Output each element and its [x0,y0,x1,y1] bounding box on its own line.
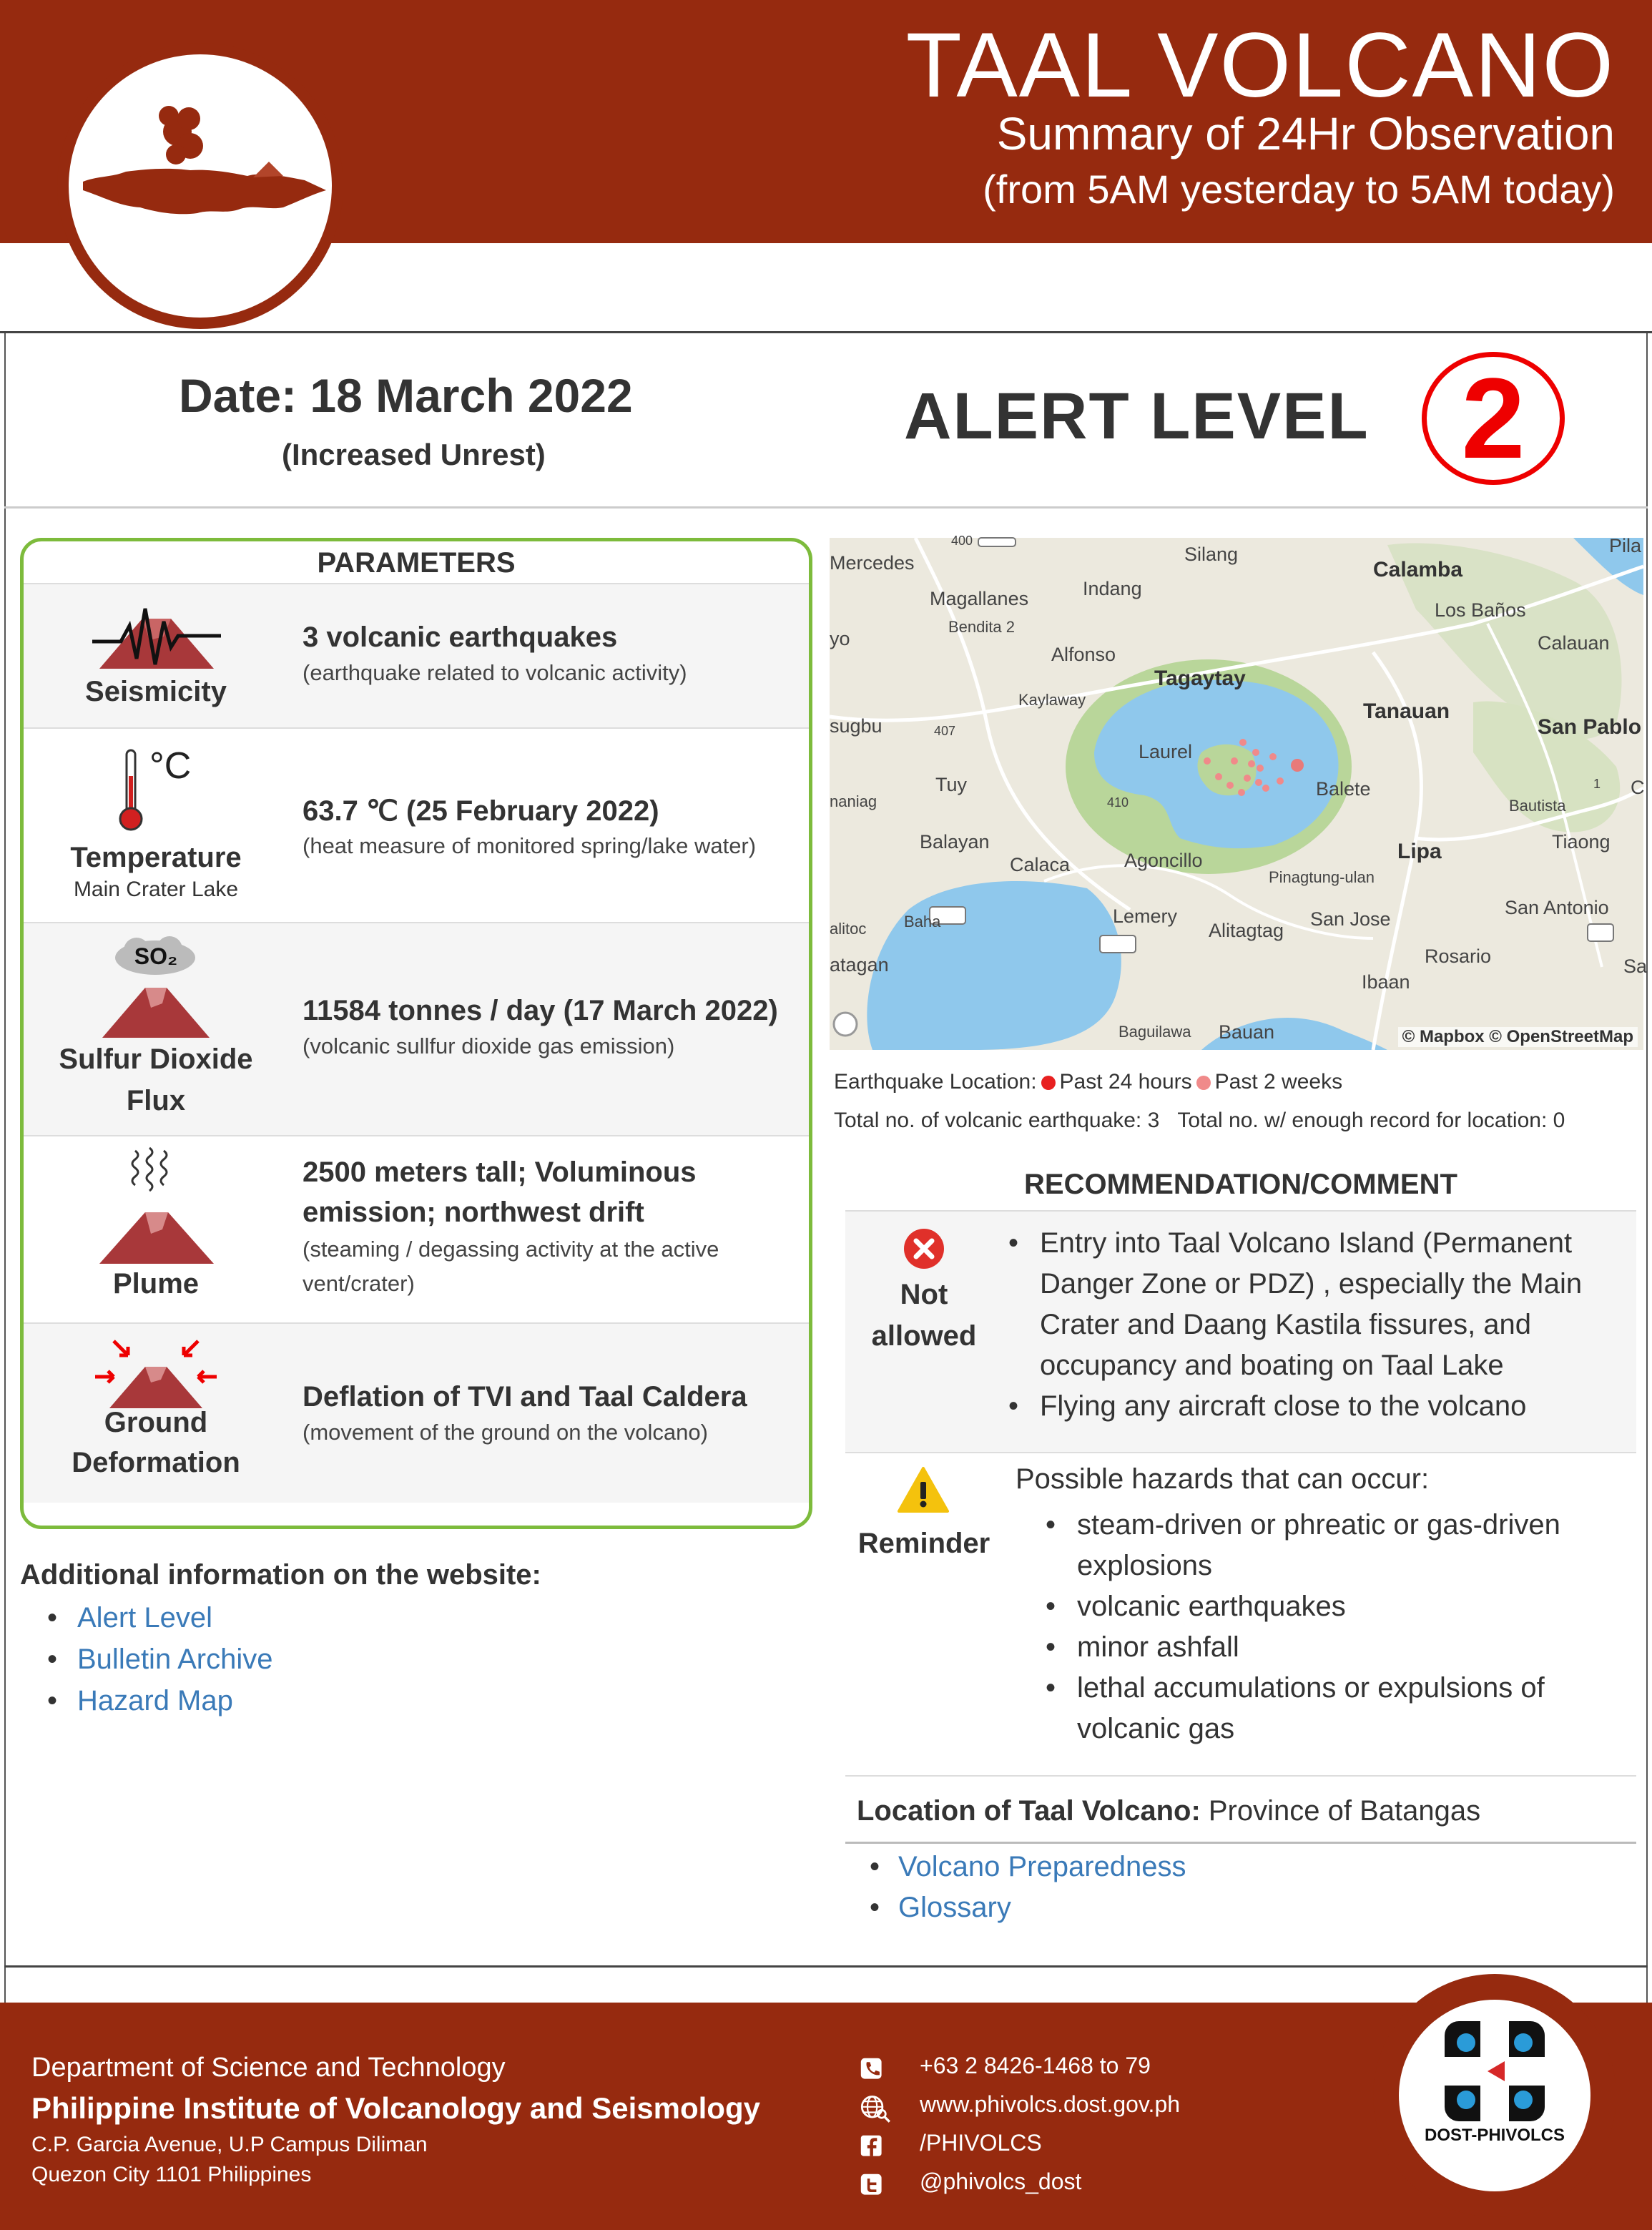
not-allowed-item [1008,1223,1582,1386]
hazard-item-line: minor ashfall [1077,1631,1239,1663]
seismicity-icon [92,597,221,676]
link-hazard-map[interactable]: • Hazard Map [47,1685,272,1726]
map-label-indang: Indang [1083,578,1142,599]
map-label-sugbu: sugbu [830,715,882,737]
pink-dot-icon [1196,1076,1211,1090]
volcano-island-icon [69,54,332,318]
map-label-calamba: Calamba [1373,558,1463,581]
map-label-alitoc: alitoc [830,920,867,938]
website-url: www.phivolcs.dost.gov.ph [920,2091,1181,2117]
legend-past24: Past 24 hours [1059,1070,1192,1094]
param-row-seismicity [24,584,809,729]
link-volcano-preparedness[interactable]: • Volcano Preparedness [870,1847,1186,1887]
earthquake-legend [834,1070,1342,1094]
reminder-section [845,1452,1636,1775]
map-label-alfonso: Alfonso [1051,644,1116,665]
reminder-label: Reminder [857,1528,990,1559]
map-label-baha: Baha [904,913,941,930]
map-label-pinagtung-ulan: Pinagtung-ulan [1269,868,1375,886]
earthquake-totals [834,1109,1565,1133]
map-label-balayan: Balayan [920,831,990,853]
volcano-logo [69,54,332,318]
page-title: TAAL VOLCANO [905,14,1615,117]
map-label-tiaong: Tiaong [1552,831,1611,853]
hazard-item-line: volcanic gas [1077,1713,1235,1744]
link-glossary[interactable]: • Glossary [870,1887,1186,1928]
map-label-naniag: naniag [830,792,877,810]
link-alert-level[interactable]: • Alert Level [47,1602,272,1644]
not-allowed-section [845,1210,1636,1452]
not-allowed-line1: Not [900,1279,948,1310]
temperature-label: Temperature [70,842,242,873]
reminder-intro: Possible hazards that can occur: [1016,1463,1430,1495]
hazard-item-line: volcanic earthquakes [1077,1591,1346,1622]
map-label-ibaan: Ibaan [1362,971,1410,993]
map-label-atagan: atagan [830,954,889,976]
additional-info-heading: Additional information on the website: [20,1559,541,1591]
not-allowed-list [1008,1223,1582,1427]
facebook-icon [860,2134,885,2160]
footer-department: Department of Science and Technology [31,2053,506,2083]
map-label-magallanes: Magallanes [930,588,1029,609]
so2-value: 11584 tonnes / day (17 March 2022) [303,995,778,1026]
map-label-sa: Sa [1623,956,1648,977]
legend-prefix: Earthquake Location: [834,1070,1037,1094]
map-label-c: C [1631,777,1645,798]
map-label-san-jose: San Jose [1310,908,1391,930]
thermometer-icon [117,747,145,833]
param-row-temperature [24,729,809,923]
map-label-lemery: Lemery [1113,905,1178,927]
param-row-plume [24,1136,809,1324]
hazard-item [1046,1668,1560,1749]
not-allowed-item-line: Entry into Taal Volcano Island (Permanent [1040,1227,1573,1259]
x-circle-icon [903,1227,945,1270]
map-label-bautista: Bautista [1509,797,1566,815]
hazard-item [1046,1586,1560,1627]
dost-phivolcs-logo [1399,2000,1590,2191]
map-label-san-pablo: San Pablo [1538,715,1642,739]
logo-caption: DOST-PHIVOLCS [1424,2126,1565,2145]
so2-label-line2: Flux [126,1085,186,1116]
map-label-silang: Silang [1184,544,1239,565]
deflation-icon [95,1338,217,1410]
footer-address-line2: Quezon City 1101 Philippines [31,2163,312,2186]
hazard-item-line: lethal accumulations or expulsions of [1077,1672,1545,1704]
seismicity-desc: (earthquake related to volcanic activity) [303,660,687,685]
hazard-item-line: explosions [1077,1550,1213,1581]
map-label-tuy: Tuy [935,774,968,795]
seismicity-value: 3 volcanic earthquakes [303,622,618,653]
not-allowed-line2: allowed [871,1320,977,1352]
not-allowed-item-line: occupancy and boating on Taal Lake [1040,1350,1504,1381]
map-label-yo: yo [830,628,850,649]
observation-period: (from 5AM yesterday to 5AM today) [983,167,1615,212]
deformation-value: Deflation of TVI and Taal Caldera [303,1381,747,1413]
alert-level-badge: 2 [1422,352,1565,485]
not-allowed-item-line: Crater and Daang Kastila fissures, and [1040,1309,1532,1340]
phone-number: +63 2 8426-1468 to 79 [920,2053,1151,2078]
unrest-status: (Increased Unrest) [282,438,546,471]
param-row-so2 [24,923,809,1136]
map-label-balete: Balete [1316,778,1371,800]
map-label-road: 1 [1593,777,1601,791]
celsius-unit: °C [149,745,192,787]
map-label-baguilawa: Baguilawa [1118,1023,1191,1041]
map-label-pila: Pila [1609,535,1642,556]
plume-value-line2: emission; northwest drift [303,1197,644,1228]
hazard-item-line: steam-driven or phreatic or gas-driven [1077,1509,1560,1541]
deformation-desc: (movement of the ground on the volcano) [303,1420,708,1445]
divider [4,506,1648,509]
warning-icon [897,1466,950,1513]
steam-icon [128,1146,185,1204]
map-label-kaylaway: Kaylaway [1018,691,1086,709]
plume-desc-line1: (steaming / degassing activity at the active [303,1237,719,1262]
deformation-label-line1: Ground [104,1407,208,1438]
report-date: Date: 18 March 2022 [179,369,633,422]
resource-links [870,1847,1186,1928]
volcano-location [845,1775,1636,1844]
footer-institute: Philippine Institute of Volcanology and Seismology [31,2091,760,2125]
plume-desc-line2: vent/crater) [303,1271,415,1296]
map-label-rosario: Rosario [1425,945,1492,967]
link-bulletin-archive[interactable]: • Bulletin Archive [47,1644,272,1685]
location-label: Location of Taal Volcano: [857,1795,1201,1827]
map-label-calaca: Calaca [1010,854,1071,875]
phone-icon [860,2057,885,2083]
dost-logo-icon [1399,2000,1590,2191]
map-label-san-antonio: San Antonio [1505,897,1609,918]
globe-search-icon [855,2093,895,2124]
footer-address-line1: C.P. Garcia Avenue, U.P Campus Diliman [31,2133,428,2156]
map-label-tanauan: Tanauan [1363,699,1450,723]
map-label-mercedes: Mercedes [830,552,915,574]
so2-label-line1: Sulfur Dioxide [59,1043,253,1075]
located-quakes: Total no. w/ enough record for location: 0 [1177,1109,1565,1132]
temperature-value: 63.7 ℃ (25 February 2022) [303,795,659,827]
param-row-deformation [24,1324,809,1503]
hazard-item [1046,1627,1560,1668]
not-allowed-item [1008,1386,1582,1427]
map-label-calauan: Calauan [1538,632,1610,654]
location-value: Province of Batangas [1200,1795,1481,1827]
volcano-icon [99,1205,214,1265]
plume-value-line1: 2500 meters tall; Voluminous [303,1156,697,1188]
page-subtitle: Summary of 24Hr Observation [996,108,1615,159]
parameters-title: PARAMETERS [24,541,809,584]
map-label-road: 410 [1107,795,1129,810]
facebook-handle: /PHIVOLCS [920,2130,1042,2156]
legend-past2w: Past 2 weeks [1214,1070,1343,1094]
so2-desc: (volcanic sullfur dioxide gas emission) [303,1033,675,1058]
plume-label: Plume [112,1268,200,1300]
red-dot-icon [1041,1076,1056,1090]
seismicity-label: Seismicity [85,676,227,707]
map-label-agoncillo: Agoncillo [1124,850,1203,871]
map-label-tagaytay: Tagaytay [1154,667,1246,690]
map-attribution[interactable]: © Mapbox © OpenStreetMap [1398,1027,1638,1047]
map-label-road: 407 [934,724,956,738]
temperature-desc: (heat measure of monitored spring/lake water) [303,833,757,858]
parameters-panel [20,538,812,1529]
hazard-list [1046,1505,1560,1749]
hazard-item [1046,1505,1560,1586]
not-allowed-item-line: Danger Zone or PDZ) , especially the Main [1040,1268,1583,1300]
twitter-handle: @phivolcs_dost [920,2168,1082,2194]
map-label-bendita: Bendita 2 [948,618,1015,636]
map-label-alitagtag: Alitagtag [1209,920,1284,941]
deformation-label-line2: Deformation [72,1447,240,1478]
map-label-los-banos: Los Baños [1435,599,1526,621]
divider [4,1965,1648,1968]
alert-level-label: ALERT LEVEL [904,380,1370,453]
twitter-icon [860,2173,885,2199]
earthquake-map[interactable] [830,534,1648,1050]
map-label-lipa: Lipa [1397,840,1442,863]
not-allowed-item-line: Flying any aircraft close to the volcano [1040,1390,1527,1422]
recommendation-title: RECOMMENDATION/COMMENT [1024,1169,1457,1200]
total-quakes: Total no. of volcanic earthquake: 3 [834,1109,1160,1132]
volcano-icon [102,982,210,1039]
map-label-laurel: Laurel [1139,741,1193,762]
temperature-sublabel: Main Crater Lake [73,878,239,901]
so2-icon-text: SO₂ [134,943,178,969]
map-label-road: 400 [951,534,973,548]
additional-links [47,1602,272,1726]
map-label-bauan: Bauan [1219,1021,1275,1043]
